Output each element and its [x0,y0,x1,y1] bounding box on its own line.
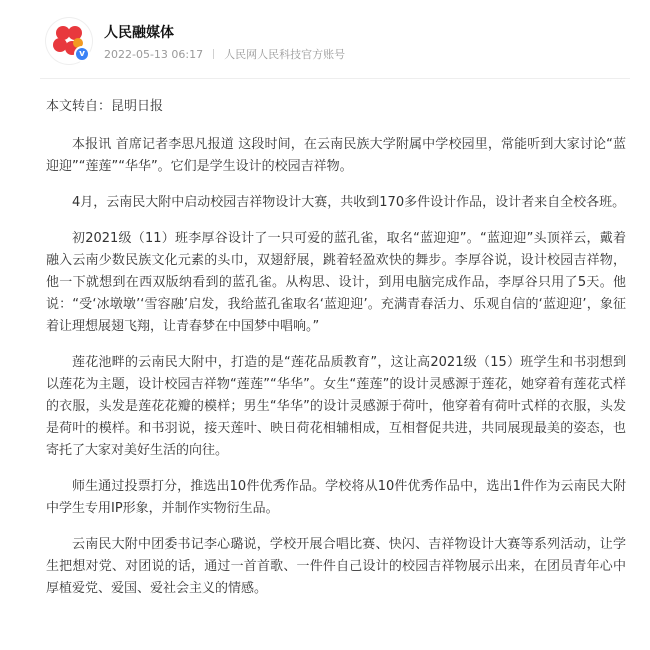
paragraph: 4月，云南民大附中启动校园吉祥物设计大赛，共收到170多件设计作品，设计者来自全校各班。 [72,195,626,210]
paragraph: 本报讯 首席记者李思凡报道 这段时间，在云南民族大学附属中学校园里，常能听到大家讨论“蓝迎迎”“莲莲”“华华”。它们是学生设计的校园吉祥物。 [46,137,626,174]
meta-separator [213,49,214,59]
source-line: 本文转自：昆明日报 [46,99,164,114]
post-date: 2022-05-13 06:17 [104,48,204,61]
verified-badge-icon: v [74,46,90,62]
paragraph: 云南民大附中团委书记李心璐说，学校开展合唱比赛、快闪、吉祥物设计大赛等系列活动，让学生把想对党、对团说的话，通过一首首歌、一件件自己设计的校园吉祥物展示出来，在团员青年心中厚植爱党、爱国、爱社会主义的情感。 [46,537,626,596]
paragraph: 初2021级（11）班李厚谷设计了一只可爱的蓝孔雀，取名“蓝迎迎”。“蓝迎迎”头顶祥云，戴着融入云南少数民族文化元素的头巾，双翅舒展，跳着轻盈欢快的舞步。李厚谷说，设计校园吉祥物，他一下就想到在西双版纳看到的蓝孔雀。从构思、设计，到用电脑完成作品，李厚谷只用了5天。他说：“受‘冰墩墩’‘雪容融’启发，我给蓝孔雀取名‘蓝迎迎’。充满青春活力、乐观自信的‘蓝迎迎’，象征着让理想展翅飞翔，让青春梦在中国梦中唱响。” [46,231,626,334]
account-name[interactable]: 人民融媒体 [104,25,174,41]
header-divider [40,78,630,79]
paragraph: 莲花池畔的云南民大附中，打造的是“莲花品质教育”，这让高2021级（15）班学生和书羽想到以莲花为主题，设计校园吉祥物“莲莲”“华华”。女生“莲莲”的设计灵感源于莲花，她穿着有莲花式样的衣服，头发是莲花花瓣的模样；男生“华华”的设计灵感源于荷叶，他穿着有荷叶式样的衣服，头发是荷叶的模样。和书羽说，接天莲叶、映日荷花相辅相成，互相督促共进，共同展现最美的姿态，也寄托了大家对美好生活的向往。 [46,355,626,458]
article-body [46,96,626,614]
account-description: 人民网人民科技官方账号 [224,48,346,61]
paragraph: 师生通过投票打分，推选出10件优秀作品。学校将从10件优秀作品中，选出1件作为云南民大附中学生专用IP形象，并制作实物衍生品。 [46,479,626,516]
article-header [0,0,650,80]
post-meta [104,46,345,62]
